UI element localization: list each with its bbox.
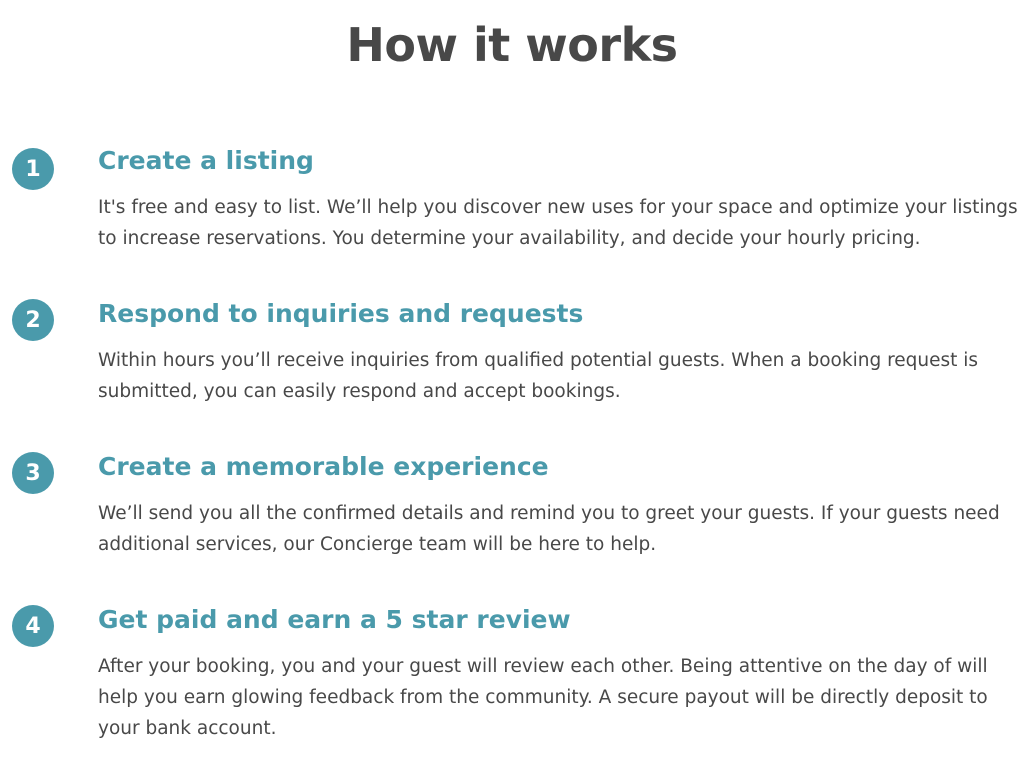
step-number-badge: 3 bbox=[12, 452, 54, 494]
step-title: Create a listing bbox=[98, 146, 314, 175]
step-title: Respond to inquiries and requests bbox=[98, 299, 584, 328]
step-number-badge: 1 bbox=[12, 148, 54, 190]
step-description: It's free and easy to list. We’ll help you discover new uses for your space and optimize your listings to increase reservations. You determine your availability, and decide your hourly pricing. bbox=[98, 197, 1018, 249]
step-title: Create a memorable experience bbox=[98, 452, 549, 481]
step-description: Within hours you’ll receive inquiries from qualified potential guests. When a booking request is submitted, you can easily respond and accept bookings. bbox=[98, 350, 979, 402]
step-description: After your booking, you and your guest will review each other. Being attentive on the day of will help you earn glowing feedback from the community. A secure payout will be directly deposit to your bank account. bbox=[98, 656, 988, 739]
page-title: How it works bbox=[346, 18, 678, 72]
step-number-badge: 4 bbox=[12, 605, 54, 647]
step-description: We’ll send you all the confirmed details and remind you to greet your guests. If your guests need additional services, our Concierge team will be here to help. bbox=[98, 503, 1000, 555]
step-number-badge: 2 bbox=[12, 299, 54, 341]
step-title: Get paid and earn a 5 star review bbox=[98, 605, 571, 634]
